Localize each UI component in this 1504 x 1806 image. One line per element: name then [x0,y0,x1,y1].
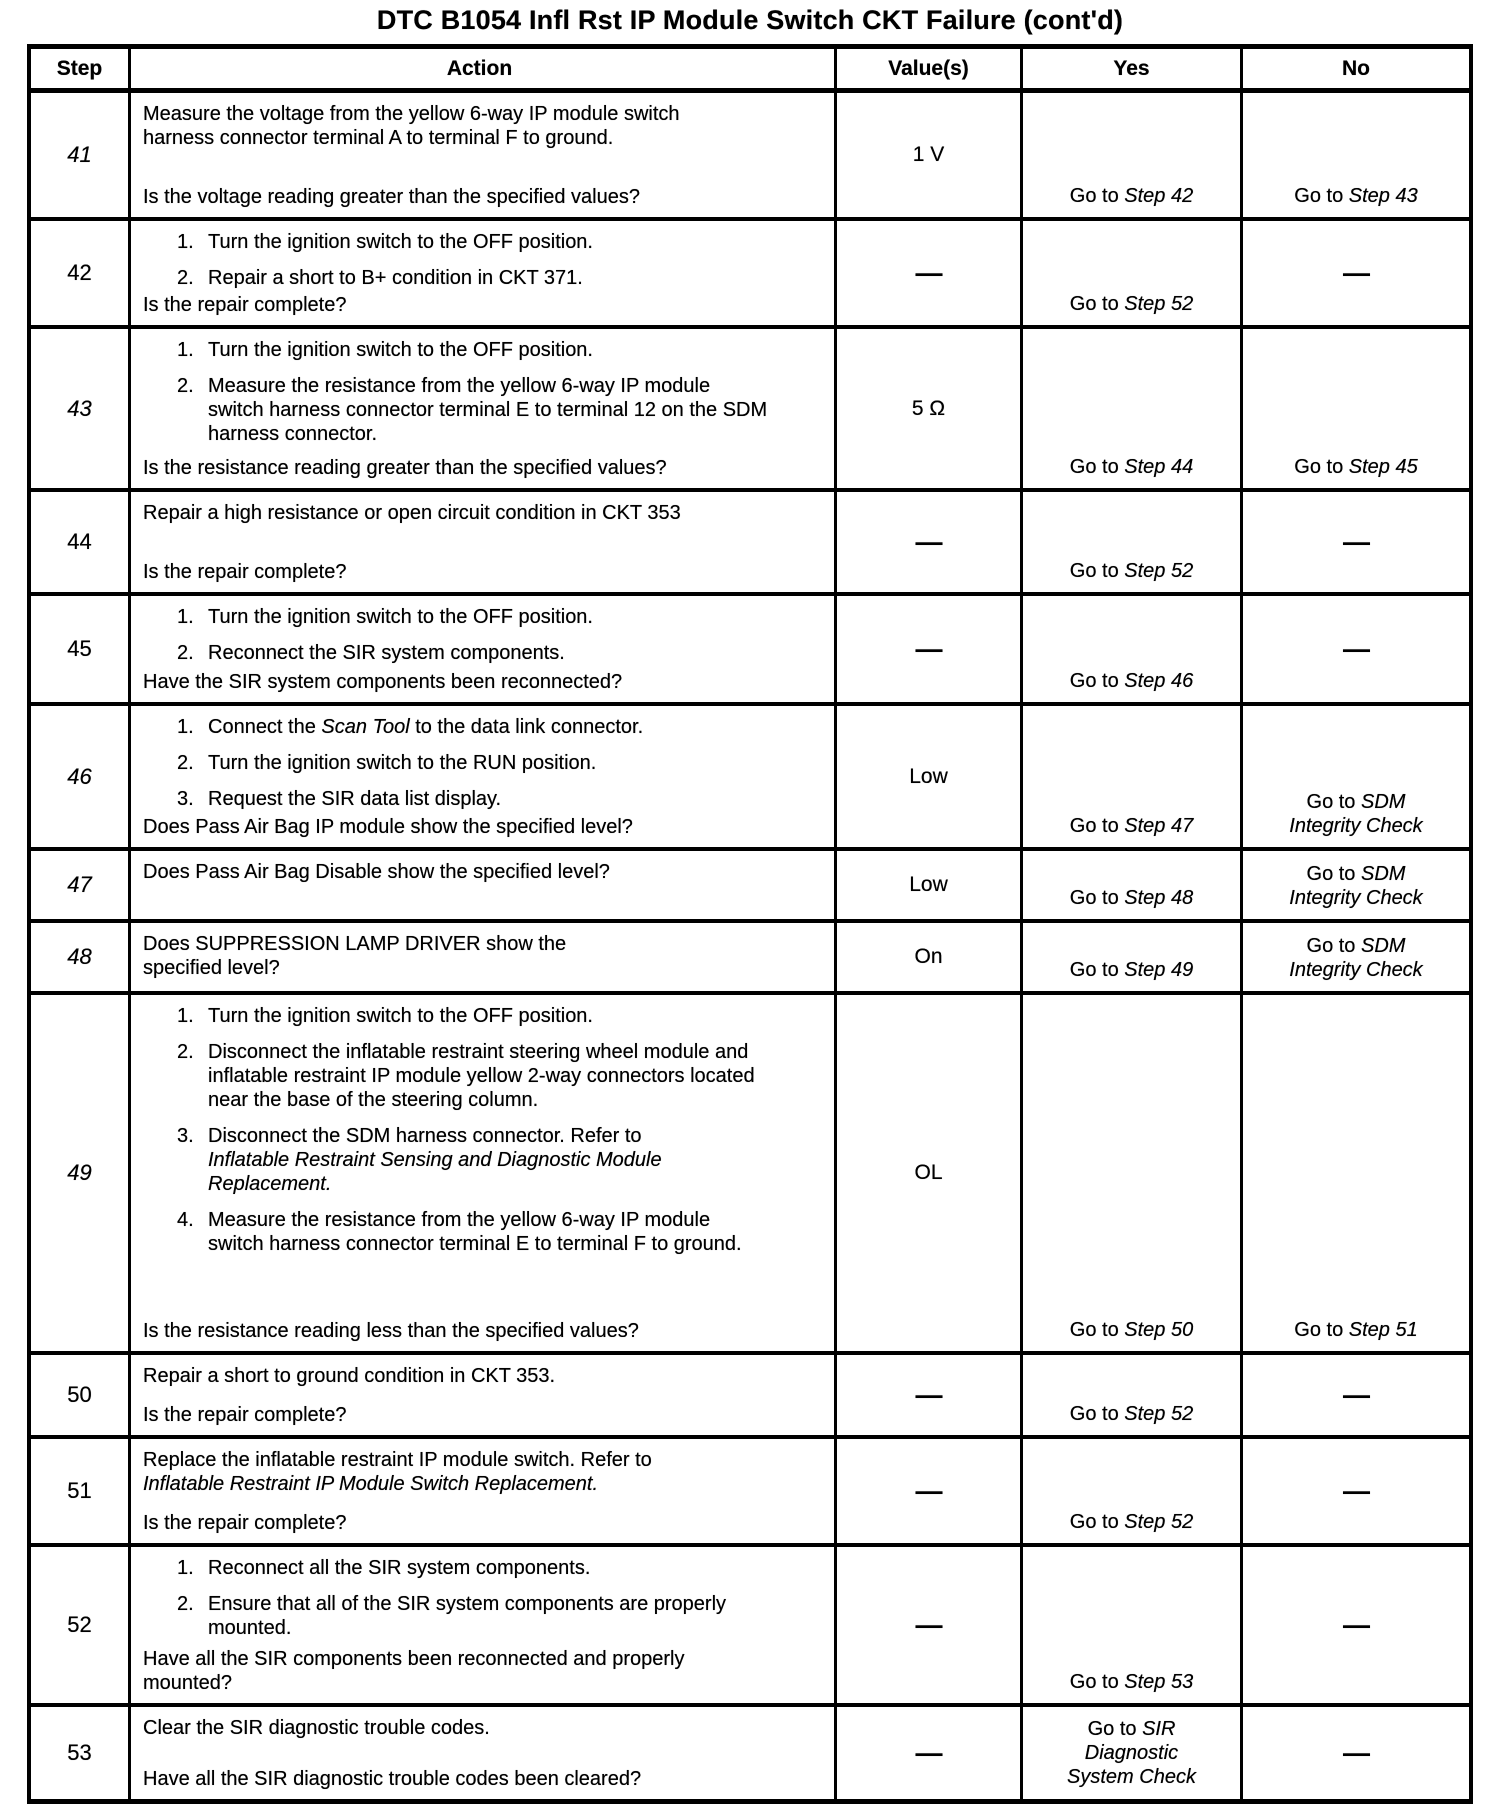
table-row [31,1439,1469,1547]
goto-text: Go to Step 47 [1069,815,1194,837]
goto-text: Go to SDM Integrity Check [1289,791,1423,837]
value-cell [837,1547,1023,1703]
no-cell [1243,851,1469,919]
action-paragraph: Repair a short to ground condition in CKT 353. [143,1365,556,1387]
action-text [131,230,828,290]
step-number: 53 [67,1740,92,1765]
value-cell [837,492,1023,592]
step-cell [31,995,131,1351]
action-cell [131,93,837,217]
action-list-item: 1. Connect the Scan Tool to the data link connector. [177,716,644,738]
no-cell [1243,93,1469,217]
value-cell [837,923,1023,991]
step-number: 50 [67,1382,92,1407]
action-cell [131,1547,837,1703]
value-cell [837,1707,1023,1799]
dash: — [915,1610,942,1640]
dash: — [915,258,942,288]
goto-text: Go to Step 49 [1069,959,1194,981]
table-row [31,492,1469,596]
dash: — [1343,1380,1369,1410]
action-question: Is the repair complete? [143,561,347,583]
goto-text: Go to Step 52 [1069,560,1194,582]
action-text [131,932,828,980]
header-action: Action [131,49,837,88]
dash: — [915,1476,942,1506]
action-text [131,1716,828,1740]
action-list-item: 1. Reconnect all the SIR system components. [177,1557,591,1579]
yes-cell [1023,1439,1243,1543]
no-cell [1243,1547,1469,1703]
step-cell [31,1707,131,1799]
header-yes: Yes [1023,49,1243,88]
value-text: OL [914,1161,943,1184]
dash: — [1343,1476,1369,1506]
value-cell [837,93,1023,217]
action-cell [131,596,837,702]
value-text: Low [909,873,948,896]
step-number: 47 [67,872,92,897]
yes-cell [1023,1707,1243,1799]
action-list-item: 2. Ensure that all of the SIR system components are properly mounted. [177,1593,727,1639]
value-cell [837,221,1023,325]
value-text: On [914,945,943,968]
goto-text: Go to Step 50 [1069,1319,1194,1341]
action-cell [131,706,837,847]
step-number: 45 [67,636,92,661]
table-row [31,596,1469,706]
no-cell [1243,596,1469,702]
dash: — [915,1380,942,1410]
action-paragraph: Replace the inflatable restraint IP module switch. Refer to Inflatable Restraint IP Module Switch Replacement. [143,1449,652,1495]
table-row [31,706,1469,851]
value-cell [837,706,1023,847]
action-list-item: 1. Turn the ignition switch to the OFF position. [177,231,593,253]
step-number: 49 [67,1160,92,1185]
dash: — [1343,258,1369,288]
step-cell [31,329,131,488]
value-cell [837,596,1023,702]
value-cell [837,329,1023,488]
action-question: Is the resistance reading less than the specified values? [143,1320,639,1342]
goto-text: Go to SDM Integrity Check [1289,935,1423,981]
step-cell [31,596,131,702]
step-number: 52 [67,1612,92,1637]
action-cell [131,1439,837,1543]
action-cell [131,221,837,325]
action-cell [131,995,837,1351]
value-cell [837,851,1023,919]
table-header-row [31,49,1469,93]
yes-cell [1023,329,1243,488]
step-number: 42 [67,260,92,285]
table-row [31,329,1469,492]
no-cell [1243,1355,1469,1435]
value-cell [837,1439,1023,1543]
action-list-item: 1. Turn the ignition switch to the OFF position. [177,339,593,361]
goto-text: Go to Step 51 [1294,1319,1418,1341]
dash: — [915,527,942,557]
step-number: 46 [67,763,92,789]
dash: — [915,1738,942,1768]
action-list-item: 1. Turn the ignition switch to the OFF position. [177,1005,593,1027]
no-cell [1243,995,1469,1351]
step-number: 48 [67,944,92,969]
action-cell [131,492,837,592]
table-row [31,851,1469,923]
step-number: 51 [67,1478,92,1503]
table-row [31,1547,1469,1707]
no-cell [1243,1439,1469,1543]
action-cell [131,1355,837,1435]
action-question: Have all the SIR components been reconnected and properly mounted? [143,1648,685,1694]
table-row [31,221,1469,329]
table-row [31,1355,1469,1439]
action-list-item: 2. Disconnect the inflatable restraint steering wheel module and inflatable restraint IP module yellow 2-way connectors located near the base of the steering column. [177,1041,755,1111]
goto-text: Go to Step 52 [1069,293,1194,315]
action-text [131,1364,828,1388]
yes-cell [1023,995,1243,1351]
header-step: Step [31,49,131,88]
action-text [131,715,828,811]
step-cell [31,923,131,991]
step-number: 41 [67,142,92,167]
goto-text: Go to Step 46 [1069,670,1194,692]
action-cell [131,851,837,919]
page-title: DTC B1054 Infl Rst IP Module Switch CKT Failure (cont'd) [376,5,1124,35]
action-question: Is the repair complete? [143,294,347,316]
action-question: Is the resistance reading greater than the specified values? [143,457,667,479]
action-paragraph: Clear the SIR diagnostic trouble codes. [143,1717,490,1739]
goto-text: Go to Step 53 [1069,1671,1194,1693]
dash: — [1343,1738,1369,1768]
value-cell [837,995,1023,1351]
dash: — [1343,527,1369,557]
action-question: Does SUPPRESSION LAMP DRIVER show the specified level? [143,933,567,979]
action-question: Does Pass Air Bag IP module show the specified level? [143,816,633,838]
header-values: Value(s) [837,49,1023,88]
action-cell [131,1707,837,1799]
action-text [131,338,828,446]
goto-text: Go to Step 42 [1069,185,1194,207]
value-text: Low [909,764,948,788]
step-number: 43 [67,395,92,421]
dash: — [1343,1610,1369,1640]
goto-text: Go to SDM Integrity Check [1289,863,1423,909]
no-cell [1243,923,1469,991]
step-cell [31,1547,131,1703]
table-row [31,1707,1469,1799]
action-list-item: 2. Repair a short to B+ condition in CKT 371. [177,267,583,289]
action-text [131,102,828,150]
step-number: 44 [67,529,92,554]
header-no: No [1342,56,1370,80]
action-question: Is the voltage reading greater than the specified values? [143,186,640,208]
goto-text: Go to Step 44 [1069,456,1194,478]
yes-cell [1023,596,1243,702]
action-cell [131,329,837,488]
step-cell [31,851,131,919]
action-list-item: 2. Turn the ignition switch to the RUN position. [177,752,597,774]
yes-cell [1023,851,1243,919]
step-cell [31,1355,131,1435]
goto-text: Go to Step 52 [1069,1403,1194,1425]
yes-cell [1023,923,1243,991]
action-list-item: 1. Turn the ignition switch to the OFF position. [177,606,593,628]
action-question: Have the SIR system components been reconnected? [143,671,623,693]
action-text [131,1556,828,1640]
no-cell [1243,221,1469,325]
action-list-item: 2. Measure the resistance from the yellow 6-way IP module switch harness connector terminal E to terminal 12 on the SDM harness connector. [177,375,768,445]
action-text [131,501,828,525]
yes-cell [1023,93,1243,217]
step-cell [31,706,131,847]
action-question: Is the repair complete? [143,1404,347,1426]
action-paragraph: Measure the voltage from the yellow 6-way IP module switch harness connector terminal A to terminal F to ground. [143,103,680,149]
dash: — [915,634,942,664]
no-cell [1243,1707,1469,1799]
yes-cell [1023,1355,1243,1435]
action-text [131,605,828,665]
action-list-item: 2. Reconnect the SIR system components. [177,642,565,664]
action-question: Have all the SIR diagnostic trouble codes been cleared? [143,1768,642,1790]
table-row [31,93,1469,221]
step-cell [31,221,131,325]
goto-text: Go to Step 48 [1069,887,1194,909]
table-row [31,995,1469,1355]
step-cell [31,492,131,592]
goto-text: Go to Step 45 [1294,456,1418,478]
goto-text: Go to SIR Diagnostic System Check [1067,1718,1196,1788]
action-list-item: 3. Request the SIR data list display. [177,788,502,810]
yes-cell [1023,706,1243,847]
dash: — [1343,634,1369,664]
yes-cell [1023,1547,1243,1703]
action-text [131,1004,828,1256]
goto-text: Go to Step 52 [1069,1511,1194,1533]
action-list-item: 3. Disconnect the SDM harness connector. Refer to Inflatable Restraint Sensing and Diagnostic Module Replacement. [177,1125,662,1195]
action-text [131,1448,828,1496]
no-cell [1243,706,1469,847]
yes-cell [1023,221,1243,325]
action-text [131,860,828,884]
action-list-item: 4. Measure the resistance from the yellow 6-way IP module switch harness connector terminal E to terminal F to ground. [177,1209,742,1255]
action-paragraph: Repair a high resistance or open circuit condition in CKT 353 [143,502,681,524]
value-text: 5 Ω [911,396,946,420]
no-cell [1243,329,1469,488]
value-cell [837,1355,1023,1435]
yes-cell [1023,492,1243,592]
step-cell [31,1439,131,1543]
dtc-table [27,44,1473,1804]
goto-text: Go to Step 43 [1294,185,1418,207]
action-question: Does Pass Air Bag Disable show the specified level? [143,861,610,883]
value-text: 1 V [912,143,945,166]
no-cell [1243,492,1469,592]
action-question: Is the repair complete? [143,1512,347,1534]
table-row [31,923,1469,995]
step-cell [31,93,131,217]
action-cell [131,923,837,991]
